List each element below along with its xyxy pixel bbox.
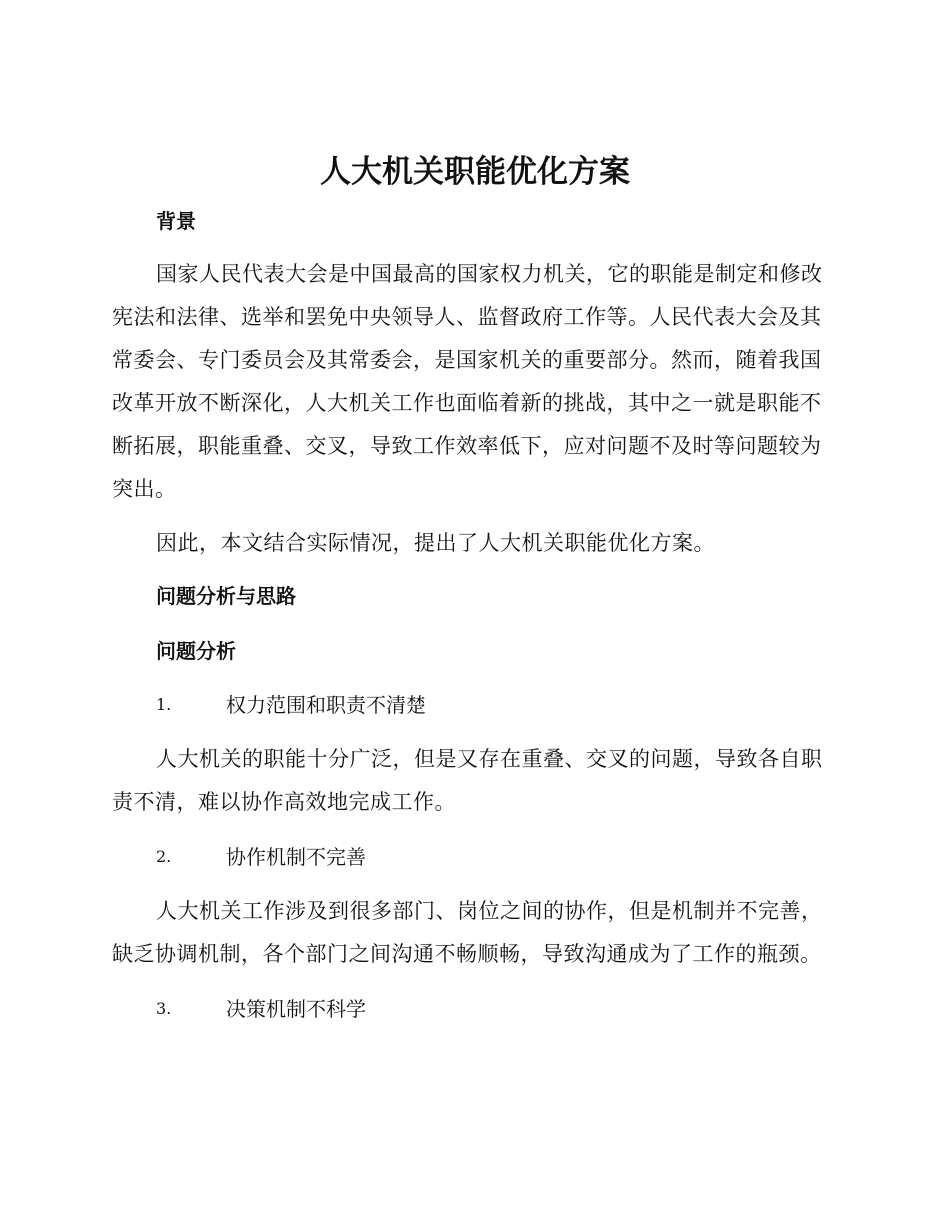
item-description: 人大机关的职能十分广泛，但是又存在重叠、交叉的问题，导致各自职责不清，难以协作高效地完成工作。	[112, 747, 823, 814]
list-item	[156, 690, 836, 720]
background-paragraph-2: 因此，本文结合实际情况，提出了人大机关职能优化方案。	[156, 531, 715, 555]
list-item	[156, 994, 836, 1024]
item-description: 人大机关工作涉及到很多部门、岗位之间的协作，但是机制并不完善，缺乏协调机制，各个部门之间沟通不畅顺畅，导致沟通成为了工作的瓶颈。	[112, 899, 823, 966]
section-heading-analysis: 问题分析与思路	[156, 584, 296, 608]
section-heading-background: 背景	[156, 209, 196, 233]
list-item	[156, 842, 836, 872]
section-heading-problem: 问题分析	[156, 639, 236, 663]
background-paragraph-1: 国家人民代表大会是中国最高的国家权力机关，它的职能是制定和修改宪法和法律、选举和罢免中央领导人、监督政府工作等。人民代表大会及其常委会、专门委员会及其常委会，是国家机关的重要部分。然而，随着我国改革开放不断深化，人大机关工作也面临着新的挑战，其中之一就是职能不断拓展，职能重叠、交叉，导致工作效率低下，应对问题不及时等问题较为突出。	[112, 262, 823, 501]
list-title: 协作机制不完善	[226, 845, 366, 869]
list-number: 2.	[156, 847, 172, 866]
list-title: 决策机制不科学	[226, 997, 366, 1021]
list-number: 1.	[156, 695, 172, 714]
list-number: 3.	[156, 999, 172, 1018]
document-title: 人大机关职能优化方案	[320, 154, 630, 190]
list-title: 权力范围和职责不清楚	[226, 693, 426, 717]
